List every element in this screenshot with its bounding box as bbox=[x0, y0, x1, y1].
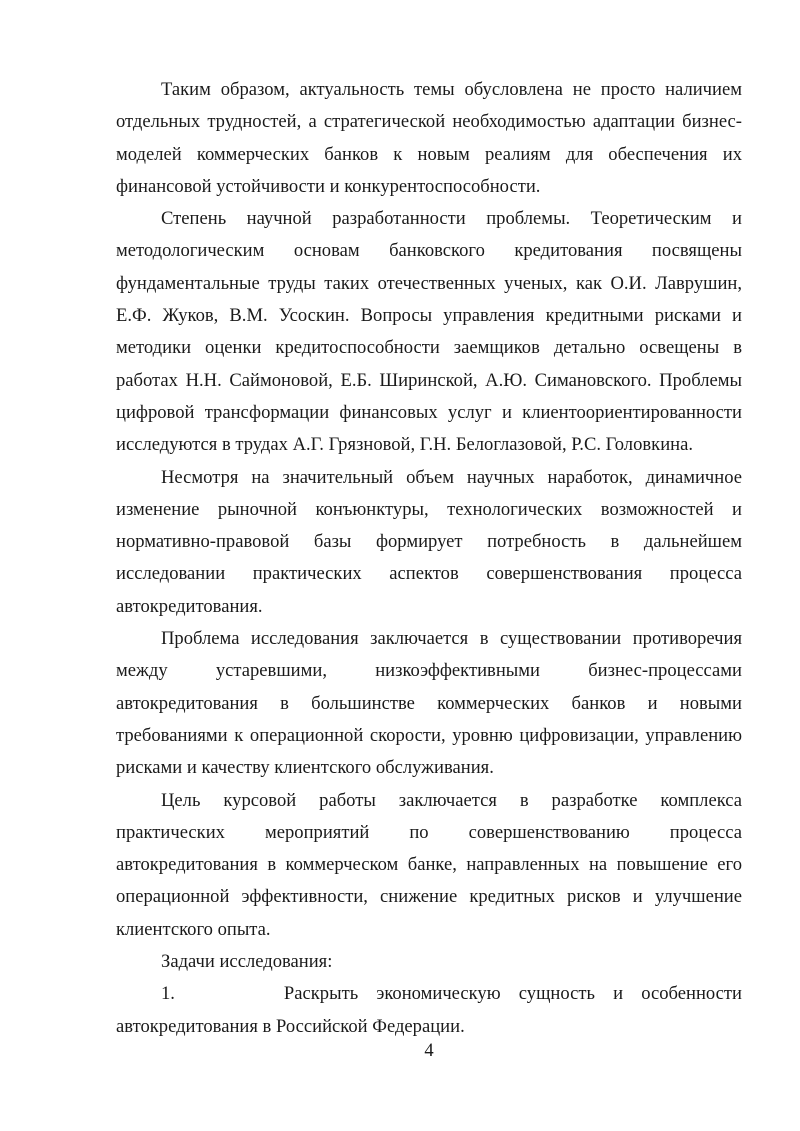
page-number: 4 bbox=[424, 1040, 434, 1061]
paragraph-research-degree: Степень научной разработанности проблемы. Теоретическим и методологическим основам банковского кредитования посвящены фундаментальные труды таких отечественных ученых, как О.И. Лаврушин, Е.Ф. Жуков, В.М. Усоскин. Вопросы управления кредитными рисками и методики оценки кредитоспособности заемщиков детально освещены в работах Н.Н. Саймоновой, Е.Б. Ширинской, А.Ю. Симановского. Проблемы цифровой трансформации финансовых услуг и клиентоориентированности исследуются в трудах А.Г. Грязновой, Г.Н. Белоглазовой, Р.С. Головкина. bbox=[116, 208, 742, 456]
paragraph-research-need: Несмотря на значительный объем научных наработок, динамичное изменение рыночной конъюнктуры, технологических возможностей и нормативно-правовой базы формирует потребность в дальнейшем исследовании практических аспектов совершенствования процесса автокредитования. bbox=[116, 466, 742, 617]
paragraph-research-problem: Проблема исследования заключается в существовании противоречия между устаревшими, низкоэффективными бизнес-процессами автокредитования в большинстве коммерческих банков и новыми требованиями к операционной скорости, уровню цифровизации, управлению рисками и качеству клиентского обслуживания. bbox=[116, 628, 742, 779]
paragraph-research-goal: Цель курсовой работы заключается в разработке комплекса практических мероприятий по совершенствованию процесса автокредитования в коммерческом банке, направленных на повышение его операционной эффективности, снижение кредитных рисков и улучшение клиентского опыта. bbox=[116, 789, 742, 940]
task-item: 1. Раскрыть экономическую сущность и особенности автокредитования в Российской Федерации. bbox=[116, 983, 742, 1037]
paragraph-tasks-heading: Задачи исследования: bbox=[161, 951, 333, 973]
paragraph-relevance-conclusion: Таким образом, актуальность темы обусловлена не просто наличием отдельных трудностей, а стратегической необходимостью адаптации бизнес-моделей коммерческих банков к новым реалиям для обеспечения их финансовой устойчивости и конкурентоспособности. bbox=[116, 79, 742, 197]
text-body bbox=[116, 74, 742, 1043]
